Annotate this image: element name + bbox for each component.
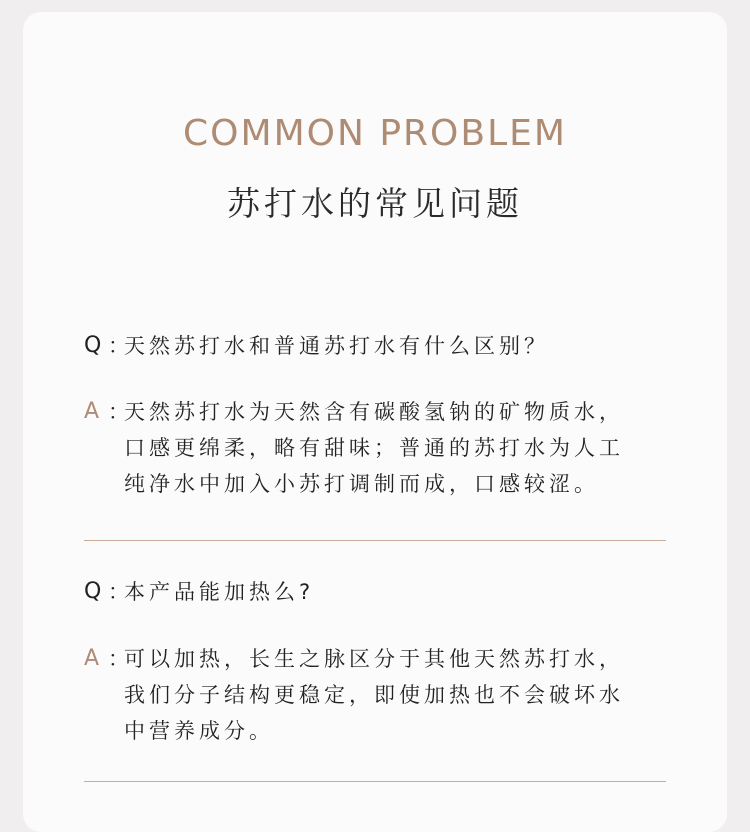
answer-line: 可以加热，长生之脉区分于其他天然苏打水， — [124, 647, 624, 671]
answer-prefix: A — [84, 399, 100, 424]
question-prefix: Q — [84, 579, 102, 604]
answer-colon: ： — [108, 400, 129, 424]
answer-line: 我们分子结构更稳定，即使加热也不会破坏水 — [124, 683, 624, 707]
answer-line: 天然苏打水为天然含有碳酸氢钠的矿物质水， — [124, 400, 624, 424]
chinese-title: 苏打水的常见问题 — [227, 184, 523, 223]
divider-2 — [84, 781, 666, 782]
faq-answer-1 — [84, 394, 674, 502]
question-prefix: Q — [84, 333, 102, 358]
faq-answer-2 — [84, 641, 674, 749]
question-colon: ： — [108, 334, 129, 358]
english-title: COMMON PROBLEM — [183, 113, 567, 154]
answer-line: 中营养成分。 — [124, 719, 274, 743]
question-text: 本产品能加热么? — [124, 580, 315, 604]
faq-item-2 — [84, 575, 674, 609]
answer-1 — [84, 394, 674, 502]
answer-colon: ： — [108, 647, 129, 671]
question-colon: ： — [108, 580, 129, 604]
question-2 — [84, 575, 674, 609]
divider-1 — [84, 540, 666, 541]
answer-prefix: A — [84, 646, 100, 671]
answer-line: 口感更绵柔，略有甜味；普通的苏打水为人工 — [124, 436, 624, 460]
faq-item-1 — [84, 329, 674, 363]
question-1 — [84, 329, 674, 363]
answer-line: 纯净水中加入小苏打调制而成，口感较涩。 — [124, 472, 599, 496]
question-text: 天然苏打水和普通苏打水有什么区别？ — [124, 334, 549, 358]
answer-2 — [84, 641, 674, 749]
